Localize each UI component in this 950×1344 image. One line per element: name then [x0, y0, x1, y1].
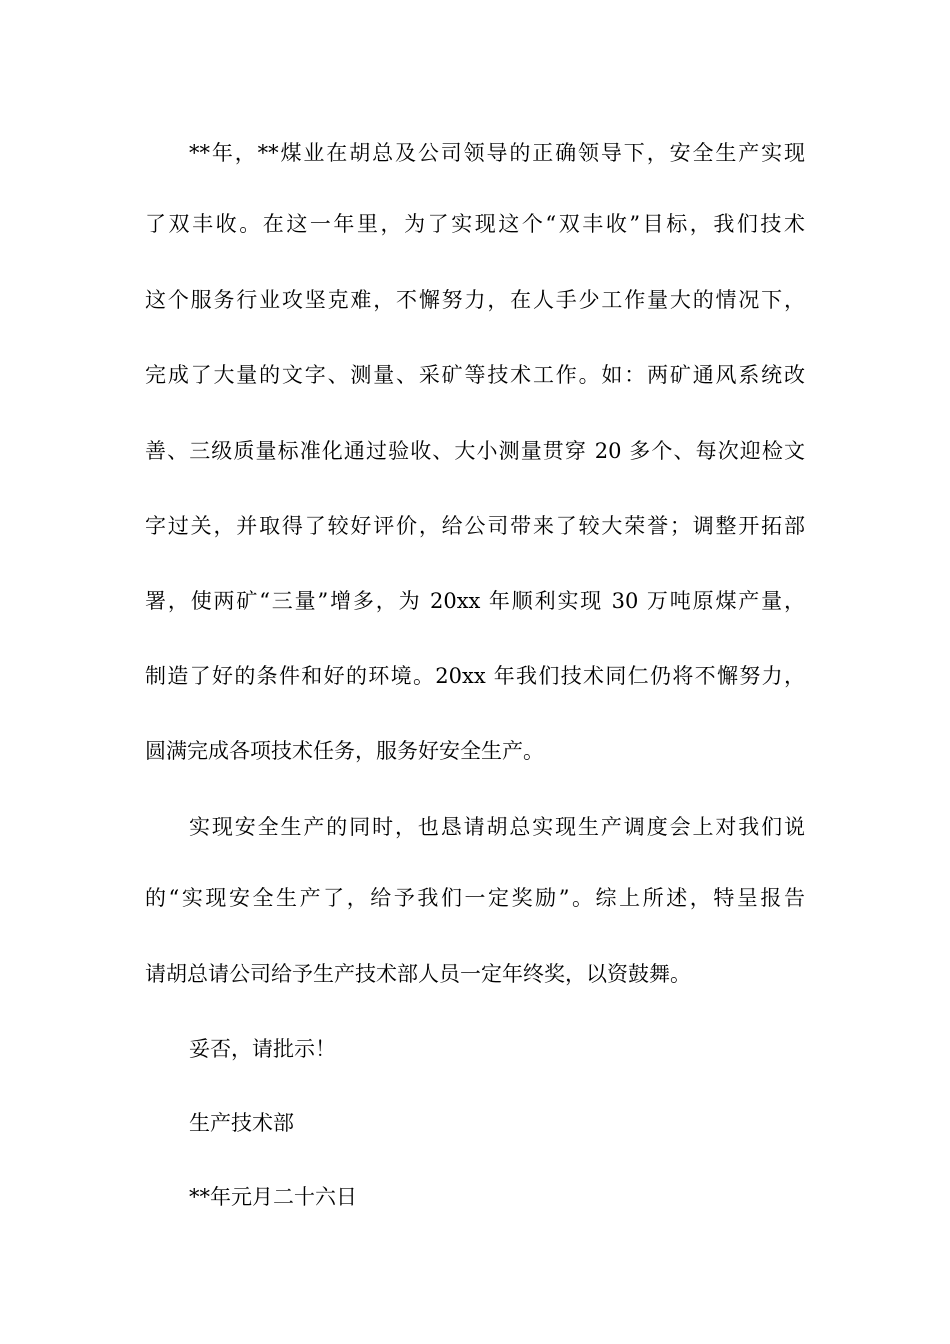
date-line: **年元月二十六日 [189, 1185, 357, 1209]
paragraph-1-line-6: 字过关，并取得了较好评价，给公司带来了较大荣誉；调整开拓部 [145, 514, 805, 538]
paragraph-2-line-3: 请胡总请公司给予生产技术部人员一定年终奖，以资鼓舞。 [145, 962, 691, 986]
paragraph-1-line-2: 了双丰收。在这一年里，为了实现这个“双丰收”目标，我们技术 [145, 212, 805, 236]
paragraph-1-line-7: 署，使两矿“三量”增多，为 20xx 年顺利实现 30 万吨原煤产量， [145, 589, 805, 613]
signature-department: 生产技术部 [189, 1111, 294, 1135]
request-line: 妥否，请批示！ [189, 1037, 336, 1061]
paragraph-2-line-2: 的“实现安全生产了，给予我们一定奖励”。综上所述，特呈报告 [145, 886, 805, 910]
paragraph-1-line-3: 这个服务行业攻坚克难，不懈努力，在人手少工作量大的情况下， [145, 288, 805, 312]
paragraph-1-line-4: 完成了大量的文字、测量、采矿等技术工作。如：两矿通风系统改 [145, 363, 805, 387]
paragraph-1-line-9: 圆满完成各项技术任务，服务好安全生产。 [145, 739, 544, 763]
paragraph-2-line-1: 实现安全生产的同时，也恳请胡总实现生产调度会上对我们说 [189, 815, 805, 839]
paragraph-1-line-5: 善、三级质量标准化通过验收、大小测量贯穿 20 多个、每次迎检文 [145, 439, 805, 463]
paragraph-1-line-8: 制造了好的条件和好的环境。20xx 年我们技术同仁仍将不懈努力， [145, 664, 805, 688]
paragraph-1-line-1: **年，**煤业在胡总及公司领导的正确领导下，安全生产实现 [189, 141, 805, 165]
